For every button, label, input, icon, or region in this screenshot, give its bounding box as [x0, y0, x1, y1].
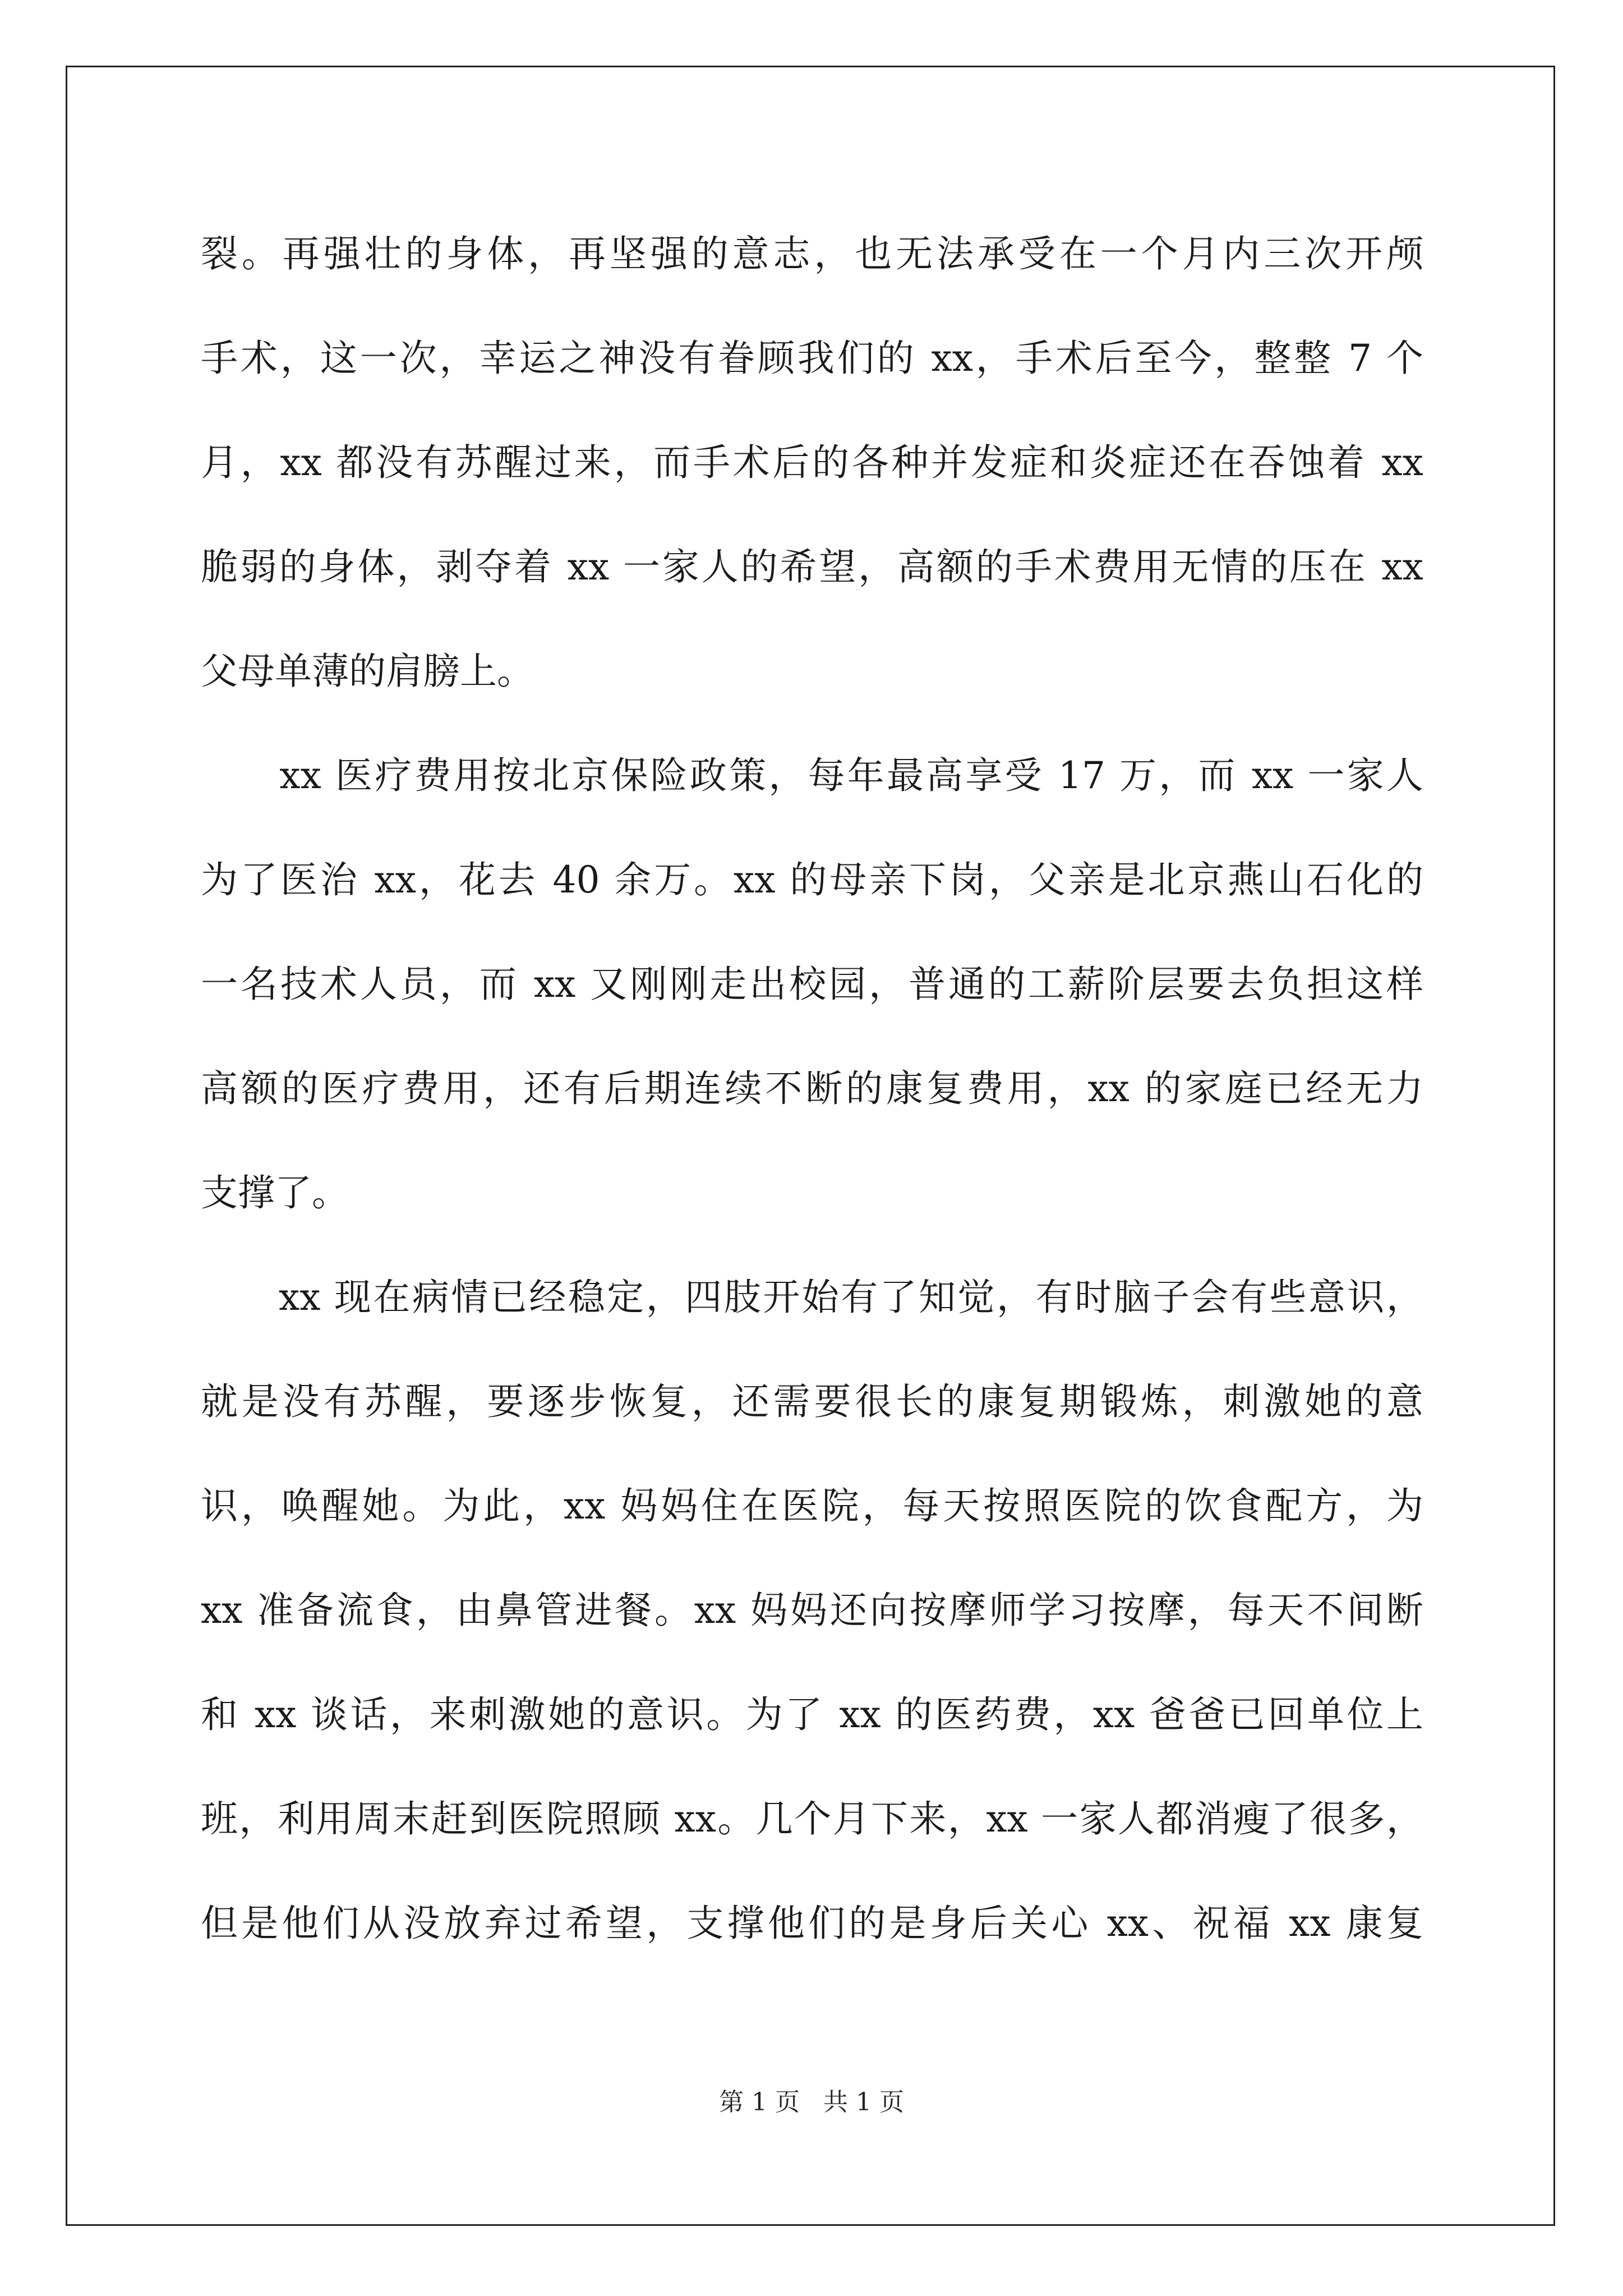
text-line: 就是没有苏醒，要逐步恢复，还需要很长的康复期锻炼，刺激她的意 — [201, 1380, 1423, 1423]
text-line: xx 医疗费用按北京保险政策，每年最高享受 17 万，而 xx 一家人 — [201, 754, 1423, 797]
page-number: 第 1 页 — [719, 2088, 800, 2116]
text-line: 高额的医疗费用，还有后期连续不断的康复费用，xx 的家庭已经无力 — [201, 1067, 1423, 1110]
page-total: 共 1 页 — [823, 2088, 904, 2116]
text-line: xx 准备流食，由鼻管进餐。xx 妈妈还向按摩师学习按摩，每天不间断 — [201, 1589, 1423, 1632]
document-body — [201, 202, 1423, 1976]
text-line: 裂。再强壮的身体，再坚强的意志，也无法承受在一个月内三次开颅 — [201, 232, 1423, 275]
text-line: 脆弱的身体，剥夺着 xx 一家人的希望，高额的手术费用无情的压在 xx — [201, 545, 1423, 588]
text-line: 识，唤醒她。为此，xx 妈妈住在医院，每天按照医院的饮食配方，为 — [201, 1484, 1423, 1527]
text-line: 父母单薄的肩膀上。 — [201, 650, 534, 693]
text-line: 和 xx 谈话，来刺激她的意识。为了 xx 的医药费，xx 爸爸已回单位上 — [201, 1693, 1423, 1736]
text-line: 月，xx 都没有苏醒过来，而手术后的各种并发症和炎症还在吞蚀着 xx — [201, 441, 1423, 484]
text-line: 但是他们从没放弃过希望，支撑他们的是身后关心 xx、祝福 xx 康复 — [201, 1902, 1423, 1945]
text-line: 手术，这一次，幸运之神没有眷顾我们的 xx，手术后至今，整整 7 个 — [201, 337, 1423, 380]
text-line: 支撑了。 — [201, 1171, 349, 1214]
text-line: xx 现在病情已经稳定，四肢开始有了知觉，有时脑子会有些意识， — [201, 1276, 1423, 1319]
text-line: 班，利用周末赶到医院照顾 xx。几个月下来，xx 一家人都消瘦了很多， — [201, 1797, 1423, 1841]
page-footer — [0, 2086, 1623, 2119]
text-line: 一名技术人员，而 xx 又刚刚走出校园，普通的工薪阶层要去负担这样 — [201, 963, 1423, 1006]
text-line: 为了医治 xx，花去 40 余万。xx 的母亲下岗，父亲是北京燕山石化的 — [201, 858, 1423, 901]
